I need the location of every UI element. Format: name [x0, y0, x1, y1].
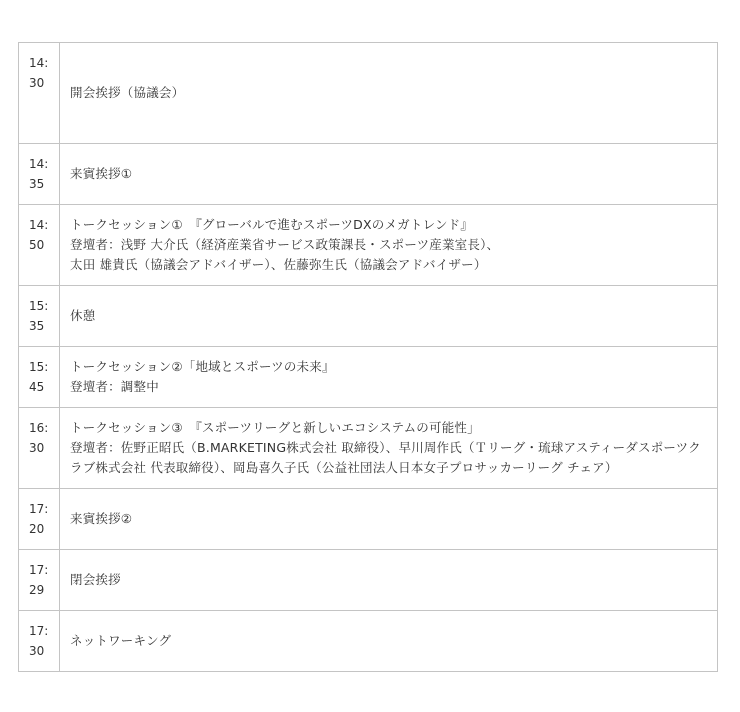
program-text: 開会挨拶（協議会）	[70, 85, 185, 100]
program-text: 閉会挨拶	[70, 572, 121, 587]
time-hour: 16:	[29, 421, 49, 435]
program-cell	[60, 144, 718, 205]
speakers-text: 太田 雄貴氏（協議会アドバイザー）、佐藤弥生氏（協議会アドバイザー）	[70, 257, 487, 272]
time-cell	[19, 611, 60, 672]
time-minute: 29	[29, 583, 45, 597]
time-cell	[19, 205, 60, 286]
session-title: トークセッション③ 『スポーツリーグと新しいエコシステムの可能性」	[70, 420, 480, 435]
program-cell	[60, 347, 718, 408]
time-hour: 14:	[29, 157, 49, 171]
table-row	[19, 550, 718, 611]
time-minute: 30	[29, 441, 45, 455]
time-hour: 17:	[29, 624, 49, 638]
program-cell	[60, 489, 718, 550]
time-minute: 50	[29, 238, 45, 252]
program-text: 来賓挨拶②	[70, 511, 133, 526]
session-title: トークセッション②「地域とスポーツの未来』	[70, 359, 335, 374]
program-cell	[60, 408, 718, 489]
program-cell	[60, 286, 718, 347]
program-cell	[60, 205, 718, 286]
speakers-text: 登壇者：浅野 大介氏（経済産業省サービス政策課長・スポーツ産業室長）、	[70, 237, 500, 252]
time-cell	[19, 408, 60, 489]
time-cell	[19, 144, 60, 205]
table-row	[19, 43, 718, 144]
time-hour: 15:	[29, 299, 49, 313]
time-hour: 17:	[29, 502, 49, 516]
program-text: 休憩	[70, 308, 96, 323]
table-row	[19, 347, 718, 408]
table-row	[19, 286, 718, 347]
program-cell	[60, 43, 718, 144]
speakers-text: 登壇者：調整中	[70, 379, 159, 394]
time-hour: 14:	[29, 218, 49, 232]
time-minute: 35	[29, 319, 45, 333]
table-row	[19, 611, 718, 672]
program-text: 来賓挨拶①	[70, 166, 133, 181]
time-cell	[19, 43, 60, 144]
table-row	[19, 144, 718, 205]
table-row	[19, 489, 718, 550]
time-minute: 30	[29, 644, 45, 658]
time-cell	[19, 347, 60, 408]
time-hour: 15:	[29, 360, 49, 374]
time-cell	[19, 550, 60, 611]
time-hour: 14:	[29, 56, 49, 70]
time-cell	[19, 286, 60, 347]
time-minute: 45	[29, 380, 45, 394]
program-cell	[60, 550, 718, 611]
time-minute: 35	[29, 177, 45, 191]
session-title: トークセッション① 『グローバルで進むスポーツDXのメガトレンド』	[70, 217, 474, 232]
time-minute: 30	[29, 76, 45, 90]
time-cell	[19, 489, 60, 550]
time-minute: 20	[29, 522, 45, 536]
table-row	[19, 408, 718, 489]
table-row	[19, 205, 718, 286]
schedule-table	[18, 42, 718, 672]
time-hour: 17:	[29, 563, 49, 577]
program-text: ネットワーキング	[70, 633, 172, 648]
speakers-text: 登壇者：佐野正昭氏（B.MARKETING株式会社 取締役）、早川周作氏（Ｔリーグ・琉球アスティーダスポーツクラブ株式会社 代表取締役）、岡島喜久子氏（公益社団法人日本女子プロサッカーリーグ チェア）	[70, 440, 701, 475]
program-cell	[60, 611, 718, 672]
